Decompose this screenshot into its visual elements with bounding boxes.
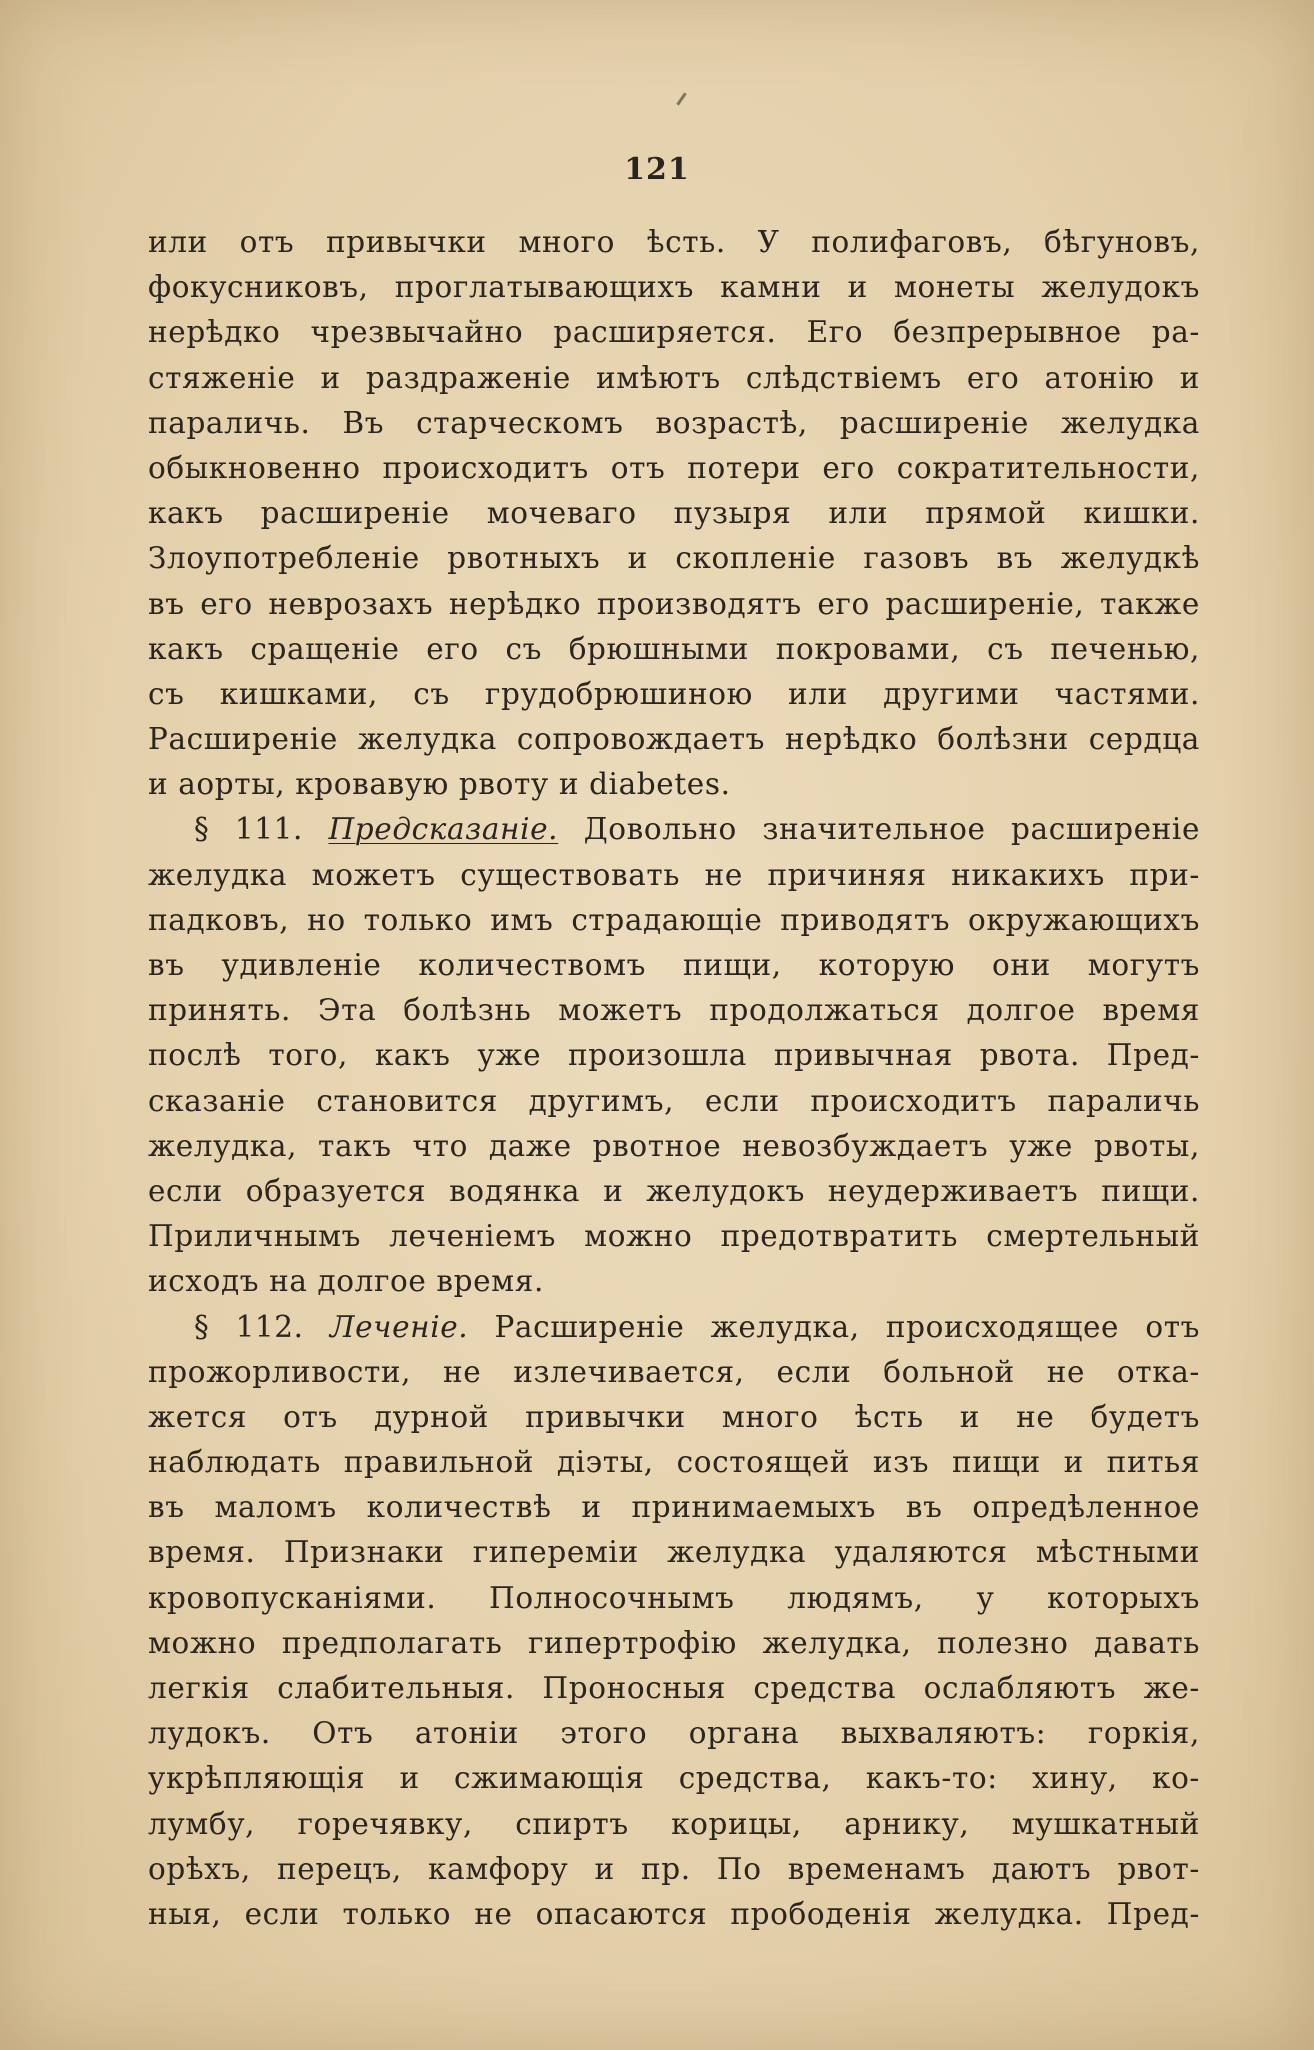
text-line: какъ расширеніе мочеваго пузыря или прямой кишки. <box>148 496 1200 531</box>
text-line: можно предполагать гипертрофію желудка, полезно давать <box>148 1625 1200 1660</box>
section-111-number: § 111. <box>194 812 303 847</box>
text-line: лудокъ. Отъ атоніи этого органа выхваляютъ: горкія, <box>148 1716 1200 1751</box>
text-line: наблюдать правильной діэты, состоящей изъ пищи и питья <box>148 1445 1200 1480</box>
text-line: или отъ привычки много ѣсть. У полифаговъ, бѣгуновъ, <box>148 225 1200 259</box>
text-line: Приличнымъ леченіемъ можно предотвратить смертельный <box>148 1219 1200 1254</box>
page-text <box>148 220 1200 1937</box>
text-line: и аорты, кровавую рвоту и diabetes. <box>148 767 731 802</box>
text-line: лумбу, горечявку, спиртъ корицы, арнику, мушкатный <box>148 1806 1200 1841</box>
text-line: съ кишками, съ грудобрюшиною или другими частями. <box>148 676 1200 711</box>
text-line: исходъ на долгое время. <box>148 1264 544 1299</box>
text-line: обыкновенно происходитъ отъ потери его сократительности, <box>148 450 1200 485</box>
text-line: легкія слабительныя. Проносныя средства ослабляютъ же- <box>148 1671 1200 1705</box>
section-112-text: Расширеніе желудка, происходящее отъ <box>494 1309 1200 1344</box>
text-line: время. Признаки гипереміи желудка удаляются мѣстными <box>148 1535 1200 1570</box>
text-line: прожорливости, не излечивается, если больной не отка- <box>148 1354 1200 1389</box>
text-line: стяженіе и раздраженіе имѣютъ слѣдствіемъ его атонію и <box>148 360 1200 395</box>
section-112-number: § 112. <box>194 1309 304 1344</box>
text-line: принять. Эта болѣзнь можетъ продолжаться долгое время <box>148 993 1200 1028</box>
section-112-heading: Леченіе. <box>329 1309 469 1344</box>
text-line: послѣ того, какъ уже произошла привычная рвота. Пред- <box>148 1038 1200 1073</box>
text-line: сказаніе становится другимъ, если происходитъ параличь <box>148 1083 1200 1118</box>
text-line: въ его неврозахъ нерѣдко производятъ его расширеніе, также <box>148 586 1200 621</box>
section-111-heading: Предсказаніе. <box>328 812 559 847</box>
text-line: ныя, если только не опасаются прободенія желудка. Пред- <box>148 1896 1200 1931</box>
text-line: фокусниковъ, проглатывающихъ камни и монеты желудокъ <box>148 270 1200 305</box>
text-line: кровопусканіями. Полносочнымъ людямъ, у которыхъ <box>148 1580 1200 1615</box>
text-line: Злоупотребленіе рвотныхъ и скопленіе газовъ въ желудкѣ <box>148 541 1200 576</box>
section-111-text: Довольно значительное расширеніе <box>583 812 1200 847</box>
text-line: падковъ, но только имъ страдающіе приводятъ окружающихъ <box>148 902 1200 937</box>
text-line: жется отъ дурной привычки много ѣсть и не будетъ <box>148 1399 1200 1434</box>
text-line: орѣхъ, перецъ, камфору и пр. По временамъ даютъ рвот- <box>148 1851 1200 1886</box>
ink-mark <box>676 92 686 105</box>
text-line: нерѣдко чрезвычайно расширяется. Его безпрерывное ра- <box>148 315 1200 350</box>
text-line: если образуется водянка и желудокъ неудерживаетъ пищи. <box>148 1173 1200 1208</box>
text-line: Расширеніе желудка сопровождаетъ нерѣдко болѣзни сердца <box>148 722 1200 757</box>
text-line: желудка можетъ существовать не причиняя никакихъ при- <box>148 857 1200 892</box>
section-112-first-line <box>148 1305 1200 1350</box>
page-number: 121 <box>624 152 690 187</box>
text-line: укрѣпляющія и сжимающія средства, какъ-то: хину, ко- <box>148 1761 1200 1796</box>
text-line: какъ сращеніе его съ брюшными покровами, съ печенью, <box>148 631 1200 666</box>
text-line: въ удивленіе количествомъ пищи, которую они могутъ <box>148 948 1200 982</box>
section-111-first-line <box>148 807 1200 852</box>
text-line: желудка, такъ что даже рвотное невозбуждаетъ уже рвоты, <box>148 1128 1200 1163</box>
text-line: въ маломъ количествѣ и принимаемыхъ въ опредѣленное <box>148 1490 1200 1525</box>
text-line: параличь. Въ старческомъ возрастѣ, расширеніе желудка <box>148 405 1200 440</box>
